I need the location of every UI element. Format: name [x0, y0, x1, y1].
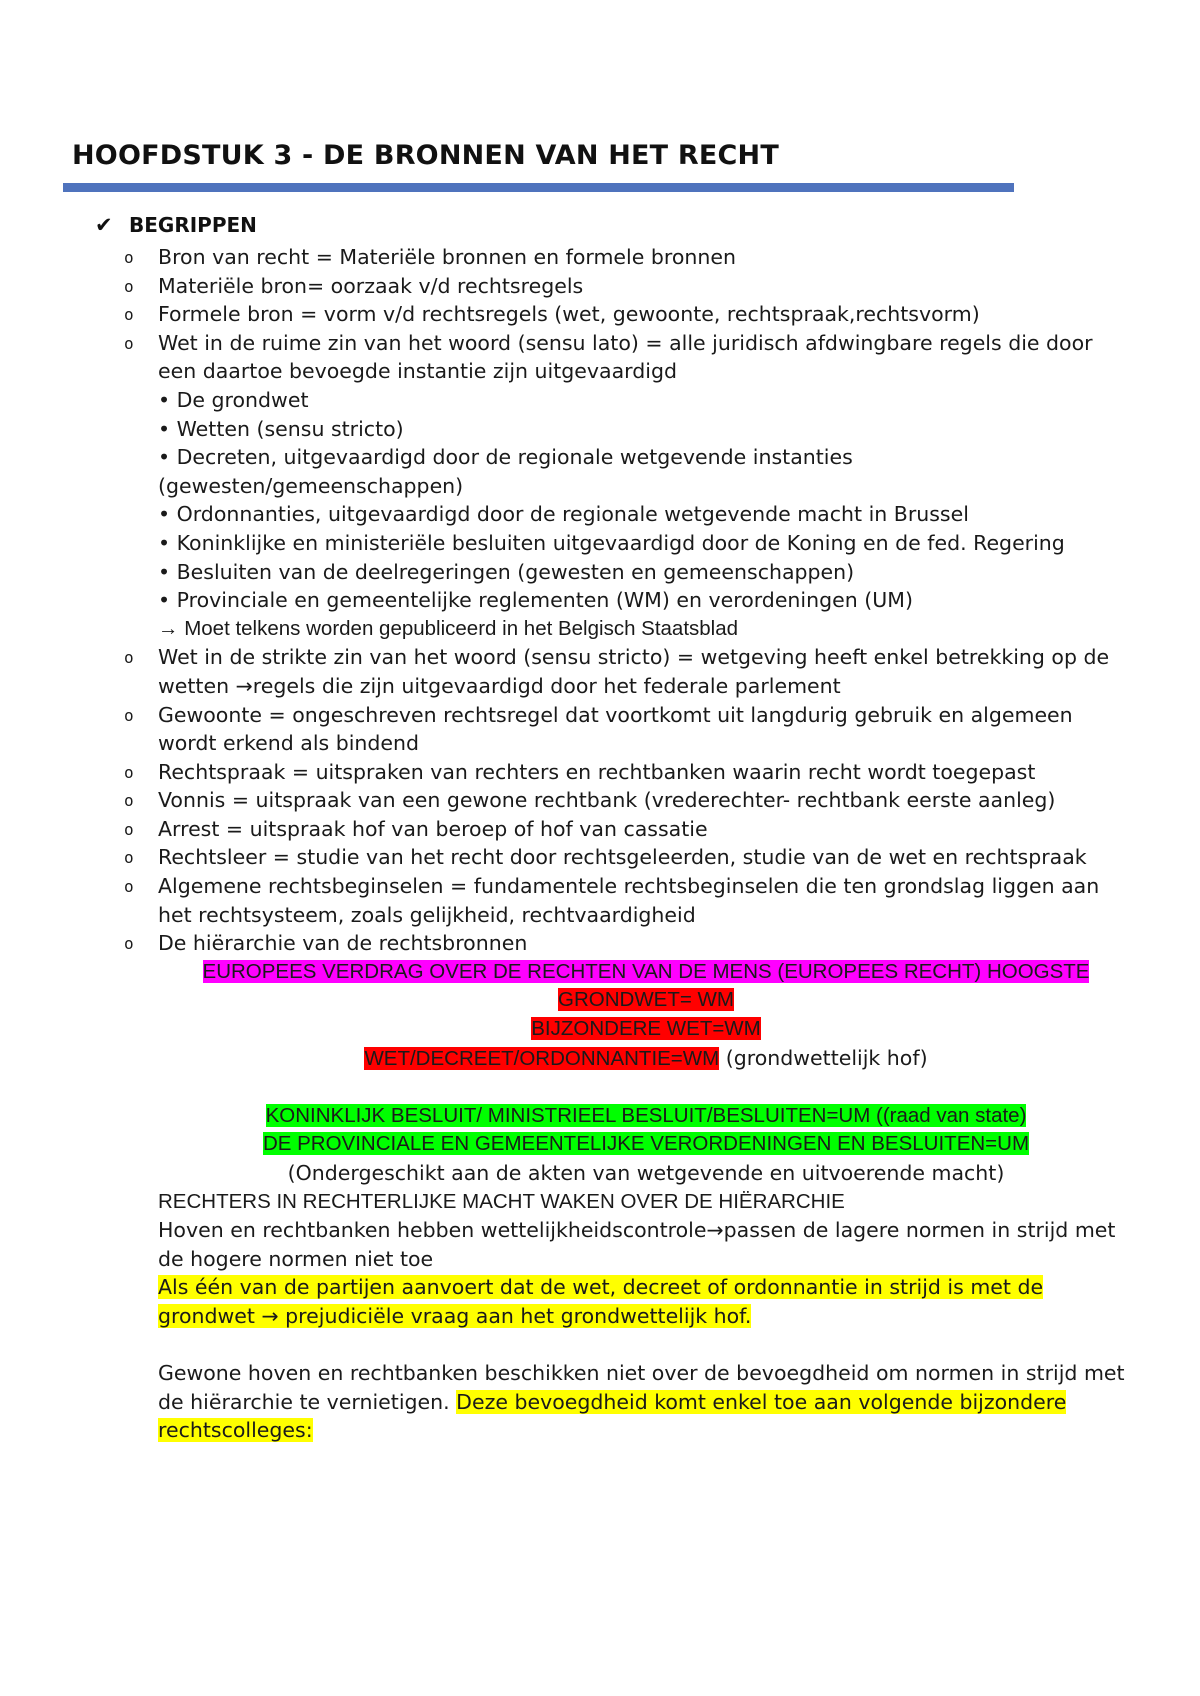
sub-item: • Koninklijke en ministeriële besluiten uitgevaardigd door de Koning en de fed. Regering	[158, 530, 1065, 555]
tail-paragraph: Hoven en rechtbanken hebben wettelijkheidscontrole→passen de lagere normen in strijd met de hogere normen niet toe	[158, 1218, 1116, 1271]
hierarchy-level-echr: EUROPEES VERDRAG OVER DE RECHTEN VAN DE MENS (EUROPEES RECHT) HOOGSTE	[202, 959, 1090, 983]
bullet-icon: o	[124, 305, 134, 325]
checkmark-icon: ✔	[95, 213, 113, 237]
bullet-icon: o	[124, 819, 134, 839]
hierarchy-level-wet: WET/DECREET/ORDONNANTIE=WM (grondwettelijk hof)	[364, 1045, 928, 1070]
hierarchy-level-koninklijk-besluit: KONINKLIJK BESLUIT/ MINISTRIEEL BESLUIT/BESLUITEN=UM ((raad van state)	[265, 1103, 1027, 1127]
sub-item: • Decreten, uitgevaardigd door de regionale wetgevende instanties (gewesten/gemeenschappen)	[158, 445, 853, 498]
hierarchy-note: (Ondergeschikt aan de akten van wetgevende en uitvoerende macht)	[287, 1161, 1005, 1185]
bullet-icon: o	[124, 791, 134, 811]
list-item: o Wet in de ruime zin van het woord (sensu lato) = alle juridisch afdwingbare regels die door een daartoe bevoegde instantie zijn uitgevaardigd	[124, 330, 1093, 384]
sub-item: • De grondwet	[158, 387, 309, 412]
spacer	[124, 1073, 1134, 1102]
tail-heading: RECHTERS IN RECHTERLIJKE MACHT WAKEN OVER DE HIËRARCHIE	[158, 1189, 845, 1213]
bullet-icon: o	[124, 333, 134, 353]
hierarchy-level-bijzondere-wet: BIJZONDERE WET=WM	[531, 1017, 761, 1041]
bullet-icon: o	[124, 276, 134, 296]
list-item: o De hiërarchie van de rechtsbronnen	[124, 929, 1134, 958]
bullet-icon: o	[124, 762, 134, 782]
list-item: o Gewoonte = ongeschreven rechtsregel dat voortkomt uit langdurig gebruik en algemeen wordt erkend als bindend	[124, 702, 1073, 756]
section-heading	[95, 213, 257, 237]
bullet-icon: o	[124, 848, 134, 868]
sub-item: → Moet telkens worden gepubliceerd in het Belgisch Staatsblad	[158, 616, 739, 640]
list-item: o Algemene rechtsbeginselen = fundamentele rechtsbeginselen die ten grondslag liggen aan het rechtsysteem, zoals gelijkheid, rechtvaardigheid	[124, 874, 1100, 927]
list-item: o Vonnis = uitspraak van een gewone rechtbank (vrederechter- rechtbank eerste aanleg)	[124, 786, 1134, 815]
sub-item: • Ordonnanties, uitgevaardigd door de regionale wetgevende macht in Brussel	[158, 502, 969, 527]
definitions-list	[124, 243, 1134, 1445]
bullet-icon: o	[124, 877, 134, 897]
bullet-icon: o	[124, 934, 134, 954]
list-item: o Arrest = uitspraak hof van beroep of hof van cassatie	[124, 815, 1134, 844]
sub-item: • Besluiten van de deelregeringen (gewesten en gemeenschappen)	[158, 559, 855, 584]
bullet-icon: o	[124, 648, 134, 668]
page-title: HOOFDSTUK 3 - DE BRONNEN VAN HET RECHT	[72, 140, 779, 171]
hierarchy-level-verordeningen: DE PROVINCIALE EN GEMEENTELIJKE VERORDENINGEN EN BESLUITEN=UM	[262, 1132, 1030, 1156]
list-item: o Wet in de strikte zin van het woord (sensu stricto) = wetgeving heeft enkel betrekking op de wetten →regels die zijn uitgevaardigd door het federale parlement	[124, 645, 1110, 698]
hierarchy-level-grondwet: GRONDWET= WM	[558, 988, 734, 1012]
bullet-icon: o	[124, 705, 134, 725]
tail-paragraph: Gewone hoven en rechtbanken beschikken niet over de bevoegdheid om normen in strijd met de hiërarchie te vernietigen. Deze bevoegdheid komt enkel toe aan volgende bijzondere rechtscolleges:	[158, 1361, 1125, 1443]
tail-highlight-paragraph: Als één van de partijen aanvoert dat de wet, decreet of ordonnantie in strijd is met de grondwet → prejudiciële vraag aan het grondwettelijk hof.	[158, 1275, 1044, 1328]
bullet-icon: o	[124, 248, 134, 267]
list-item: o Rechtspraak = uitspraken van rechters en rechtbanken waarin recht wordt toegepast	[124, 758, 1134, 787]
list-item: o Materiële bron= oorzaak v/d rechtsregels	[124, 272, 1134, 301]
spacer	[124, 1331, 1134, 1360]
sub-item: • Provinciale en gemeentelijke reglementen (WM) en verordeningen (UM)	[158, 588, 913, 613]
title-underline	[63, 183, 1014, 192]
section-heading-label: BEGRIPPEN	[129, 213, 257, 237]
list-item: o Formele bron = vorm v/d rechtsregels (wet, gewoonte, rechtspraak,rechtsvorm)	[124, 300, 1134, 329]
list-item: o Bron van recht = Materiële bronnen en formele bronnen	[124, 243, 1134, 272]
list-item: o Rechtsleer = studie van het recht door rechtsgeleerden, studie van de wet en rechtspraak	[124, 843, 1134, 872]
sub-item: • Wetten (sensu stricto)	[158, 416, 404, 441]
